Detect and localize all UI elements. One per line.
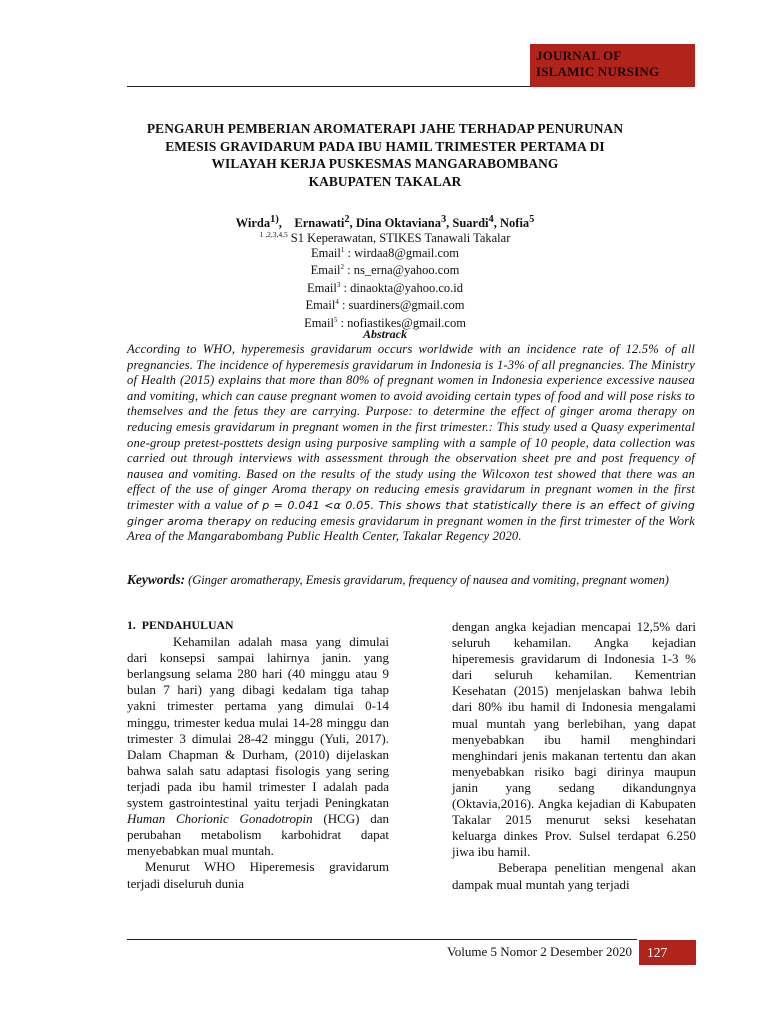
journal-name-line1: JOURNAL OF	[536, 48, 622, 63]
email-line	[125, 295, 645, 312]
section-heading: 1. PENDAHULUAN	[127, 618, 234, 632]
author-sup: 3	[440, 214, 447, 225]
affiliation-sup: 1 ,2,3,4,5	[259, 230, 288, 239]
abstract-text: on reducing emesis gravidarum in pregnant women in the first trimester of the Work Area of the Mangarabombang Public Health Center, Takalar Regency 2020.	[127, 513, 695, 544]
title-line: KABUPATEN TAKALAR	[308, 173, 462, 189]
header-rule	[127, 86, 530, 87]
email-sup: 1	[340, 246, 345, 254]
email-address: : suardiners@gmail.com	[338, 298, 465, 313]
author-sup: 4	[488, 214, 494, 225]
author-name: Dina Oktaviana	[355, 216, 441, 231]
body-paragraph: dengan angka kejadian mencapai 12,5% dari seluruh kehamilan. Angka kejadian hiperemesis gravidarum di Indonesia 1-3 % dari seluruh kehamilan. Kementrian Kesehatan (2015) menjelaskan bahwa lebih dari 80% ibu hamil di Indonesia mengalami mual muntah yang berlebihan, yang dapat menyebabkan ibu hamil menghindari menghindari jenis makanan tertentu dan akan menyebabkan risiko bagi dirinya maupun janin yang sedang dikandungnya (Oktavia,2016). Angka kejadian di Kabupaten Takalar 2015 menurut seksi kesehatan keluarga dinkes Prov. Sulsel terdapat 6.250 jiwa ibu hamil.	[452, 619, 696, 860]
body-column-left	[127, 617, 389, 892]
abstract-text: According to WHO, hyperemesis gravidarum occurs worldwide with an incidence rate of 12.5% of all pregnancies. The incidence of hyperemesis gravidarum in Indonesia is 1-3% of all pregnancies. The Ministry of Health (2015) explains that more than 80% of pregnant women in Indonesia experience excessive nausea and vomiting, which can cause pregnant women to avoid avoiding certain types of food and will pose risks to themselves and the fetus they are carrying. Purpose: to determine the effect of ginger aroma therapy on reducing emesis gravidarum in pregnant women in the first trimester.: This study used a Quasy experimental one-group pretest-posttets design using purposive sampling with a sample of 10 people, data collection was carried out through interviews with assessment through the observation sheet pre and post frequency of nausea and vomiting. Based on the results of the study using the Wilcoxon test showed that there was an effect of the use of ginger Aroma therapy on reducing emesis gravidarum in pregnant women in the first trimester with a value	[127, 342, 695, 512]
email-sup: 3	[336, 280, 341, 289]
author-separator: ,	[349, 216, 356, 231]
keywords-label: Keywords:	[127, 572, 186, 587]
paragraph-text: Kehamilan adalah masa yang dimulai dari konsepsi sampai lahirnya janin. yang berlangsung selama 280 hari (40 minggu atau 9 bulan 7 hari) yang dibagi kedalam tiga tahap yakni trimester pertama yang dimulai 0-14 minggu, trimester kedua mulai 14-28 minggu dan trimester 3 dimulai 28-42 minggu (Yuli, 2017). Dalam Chapman & Durham, (2010) dijelaskan bahwa salah satu adaptasi fisologis yang sering terjadi pada ibu hamil trimester I adalah pada system gastrointestinal yaitu terjadi Peningkatan	[127, 634, 389, 811]
email-line	[125, 243, 645, 260]
email-line	[125, 278, 645, 295]
email-list	[125, 243, 645, 330]
author-separator: ,	[278, 216, 295, 231]
email-address: : dinaokta@yahoo.co.id	[340, 281, 463, 296]
email-label: Email	[304, 315, 334, 330]
title-line: EMESIS GRAVIDARUM PADA IBU HAMIL TRIMESTER PERTAMA DI	[165, 138, 605, 154]
author-name: Suardi	[452, 216, 489, 231]
title-line: PENGARUH PEMBERIAN AROMATERAPI JAHE TERHADAP PENURUNAN	[146, 121, 624, 136]
email-line	[125, 260, 645, 277]
abstract-body	[127, 342, 695, 545]
body-paragraph	[127, 634, 389, 859]
journal-badge	[530, 44, 695, 87]
author-name: Nofia	[500, 216, 530, 231]
author-name: Wirda	[235, 216, 271, 231]
paragraph-text: (HCG) dan perubahan metabolism karbohidrat dapat menyebabkan mual muntah.	[127, 811, 389, 859]
keywords	[127, 572, 695, 588]
abstract-heading: Abstrack	[362, 327, 407, 341]
paragraph-italic: Human Chorionic Gonadotropin	[127, 811, 313, 827]
author-name: Ernawati	[294, 216, 345, 231]
paper-title	[125, 120, 645, 190]
author-separator: ,	[493, 216, 500, 231]
email-label: Email	[307, 281, 337, 296]
abstract-p-value: of p = 0.041 <α 0.05. This shows that statistically there is an effect of giving ginger aroma therapy	[127, 498, 695, 528]
footer-volume: Volume 5 Nomor 2 Desember 2020	[447, 944, 632, 959]
affiliation-text: S1 Keperawatan, STIKES Tanawali Takalar	[290, 231, 511, 246]
email-address: : ns_erna@yahoo.com	[344, 263, 460, 278]
journal-name-line2: ISLAMIC NURSING	[536, 64, 660, 79]
body-paragraph: Beberapa penelitian mengenal akan dampak mual muntah yang terjadi	[452, 860, 696, 892]
email-sup: 4	[335, 298, 339, 307]
footer-rule	[127, 939, 637, 940]
email-address: : wirdaa8@gmail.com	[344, 246, 459, 261]
email-label: Email	[305, 298, 336, 313]
email-label: Email	[311, 246, 341, 261]
author-list	[125, 214, 645, 231]
title-line: WILAYAH KERJA PUSKESMAS MANGARABOMBANG	[211, 156, 559, 171]
body-column-right	[452, 619, 696, 893]
author-separator: ,	[446, 216, 453, 231]
author-sup: 2	[344, 214, 350, 225]
email-label: Email	[310, 263, 341, 278]
email-address: : nofiastikes@gmail.com	[337, 315, 466, 330]
body-paragraph: Menurut WHO Hiperemesis gravidarum terjadi diseluruh dunia	[127, 859, 389, 891]
page-number: 127	[639, 940, 696, 965]
email-sup: 5	[333, 315, 338, 324]
email-sup: 2	[340, 263, 345, 272]
keywords-text: (Ginger aromatherapy, Emesis gravidarum, frequency of nausea and vomiting, pregnant women)	[185, 573, 669, 587]
author-sup: 1)	[270, 214, 279, 225]
author-sup: 5	[529, 214, 535, 225]
